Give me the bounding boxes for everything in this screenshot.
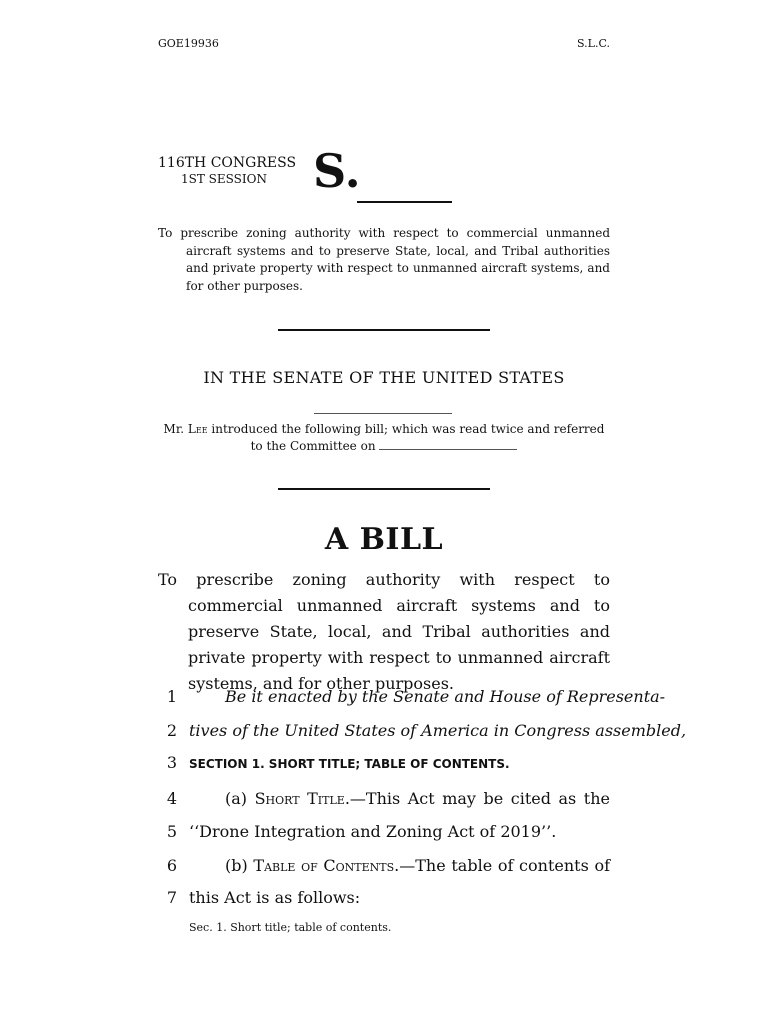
line-number: 2 [166,721,177,740]
line-number: 3 [166,753,177,772]
purpose-summary: To prescribe zoning authority with respect to commercial unmanned aircraft systems and to preserve State, local, and Tribal authorities and private property with respect to unmanned aircraft systems, and for other purposes. [158,226,610,293]
line-number: 5 [166,822,177,841]
subsection-a-line [189,789,610,808]
document-status: S.L.C. [577,37,610,50]
subsection-text: .—The table of contents of [394,856,610,875]
enacting-clause-line: Be it enacted by the Senate and House of Representa- [225,687,666,706]
bill-prefix: S. [313,144,361,198]
congress-label: 116TH CONGRESS [158,155,297,171]
line-number: 1 [166,687,177,706]
subsection-text: .—This Act may be cited as the [344,789,611,808]
bill-number-blank [357,201,452,203]
divider-rule [278,329,490,331]
introduction-text [158,421,610,455]
sponsor-name: Lee [187,422,208,436]
subsection-b-line [189,856,610,875]
document-code: GOE19936 [158,37,219,50]
intro-prefix: Mr. [163,422,185,436]
section-title: SECTION 1. SHORT TITLE; TABLE OF CONTENTS. [189,757,510,771]
committee-blank [379,439,517,450]
subsection-prefix: (a) [225,789,248,808]
intro-body: introduced the following bill; which was read twice and referred to the Committee on [211,422,605,453]
toc-entry: Sec. 1. Short title; table of contents. [189,921,392,934]
toc-intro-line: this Act is as follows: [189,888,361,907]
subsection-heading: Table of Contents [253,856,395,875]
short-title-line: ‘‘Drone Integration and Zoning Act of 2019’’. [189,822,557,841]
bill-purpose: To prescribe zoning authority with respect to commercial unmanned aircraft systems and to preserve State, local, and Tribal authorities and private property with respect to unmanned aircraft systems, and for other purposes. [158,570,610,693]
enacting-clause-line: tives of the United States of America in Congress assembled, [189,721,687,740]
line-number: 4 [166,789,177,808]
divider-rule [278,488,490,490]
senate-heading: IN THE SENATE OF THE UNITED STATES [203,368,565,387]
line-number: 6 [166,856,177,875]
subsection-prefix: (b) [225,856,248,875]
line-number: 7 [166,888,177,907]
subsection-heading: Short Title [254,789,345,808]
session-label: 1ST SESSION [181,172,267,186]
bill-heading: A BILL [324,522,444,557]
short-divider [314,413,452,414]
